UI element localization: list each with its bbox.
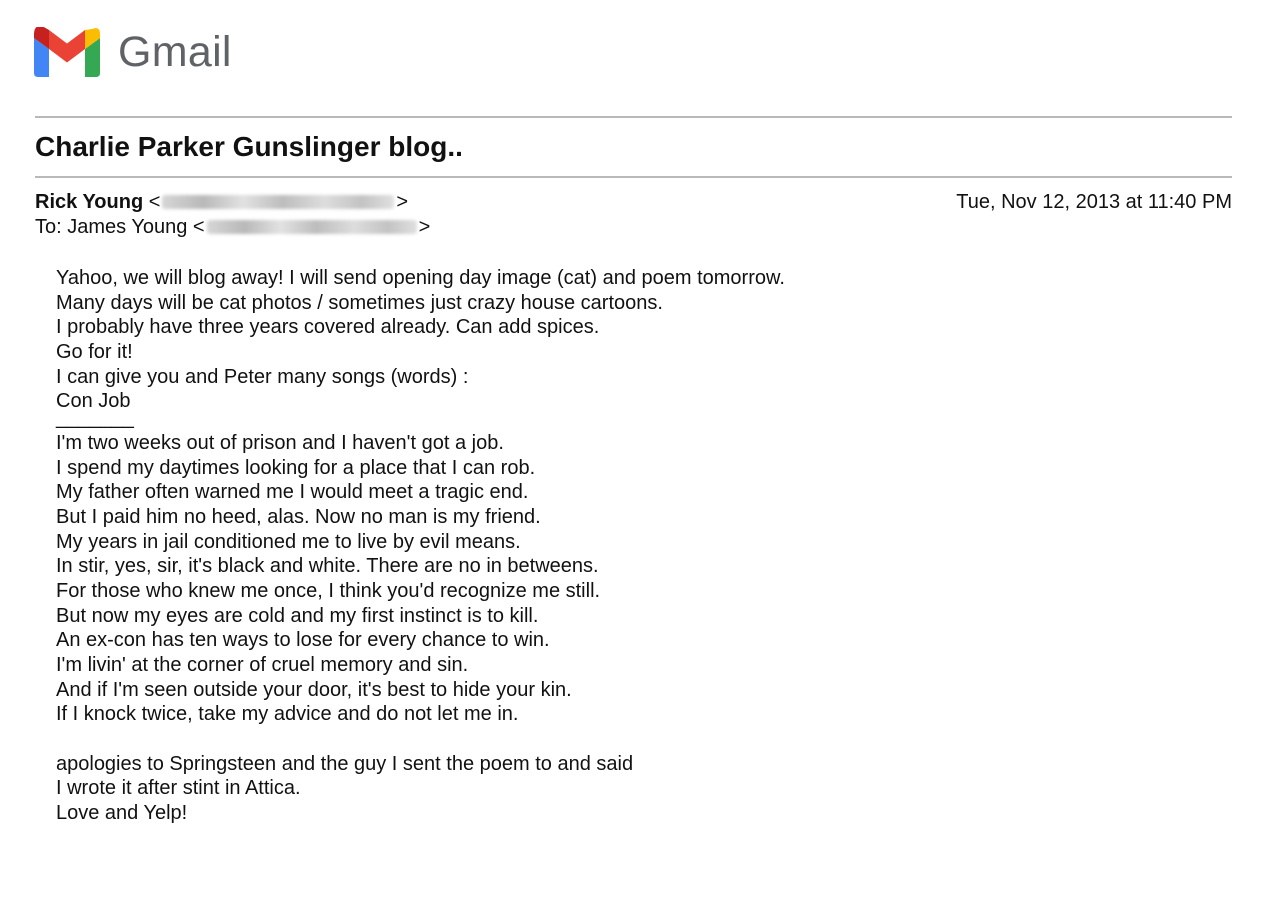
sender-name: Rick Young — [35, 191, 144, 213]
poem-line: I spend my daytimes looking for a place that I can rob. — [56, 456, 536, 479]
poem-line: My father often warned me I would meet a tragic end. — [56, 481, 529, 504]
poem-line: If I knock twice, take my advice and do not let me in. — [56, 703, 519, 726]
poem-title-underline: _______ — [56, 407, 134, 430]
body-line: I wrote it after stint in Attica. — [56, 777, 301, 800]
sender-open-bracket: < — [148, 191, 161, 213]
poem-line: But now my eyes are cold and my first instinct is to kill. — [56, 604, 539, 627]
body-line: I probably have three years covered already. Can add spices. — [56, 316, 600, 339]
poem-line: I'm two weeks out of prison and I haven't got a job. — [56, 431, 504, 454]
sender-line — [35, 190, 408, 214]
poem-line: I'm livin' at the corner of cruel memory and sin. — [56, 654, 469, 676]
gmail-logo-row[interactable] — [34, 26, 232, 78]
poem-line: In stir, yes, sir, it's black and white. There are no in betweens. — [56, 555, 599, 578]
poem-line: But I paid him no heed, alas. Now no man is my friend. — [56, 505, 541, 528]
header-divider-top — [35, 116, 1232, 118]
body-line: apologies to Springsteen and the guy I sent the poem to and said — [56, 752, 634, 775]
body-line: Yahoo, we will blog away! I will send opening day image (cat) and poem tomorrow. — [56, 267, 785, 289]
poem-title: Con Job — [56, 390, 131, 413]
poem-line: And if I'm seen outside your door, it's best to hide your kin. — [56, 678, 572, 701]
recipient-line — [35, 215, 430, 239]
recipient-open-bracket: < — [192, 216, 205, 238]
sender-email-redacted — [162, 195, 394, 209]
header-divider-bottom — [35, 176, 1232, 178]
signoff-line: Love and Yelp! — [56, 802, 188, 825]
email-subject: Charlie Parker Gunslinger blog.. — [35, 131, 463, 162]
body-line: I can give you and Peter many songs (words) : — [56, 365, 469, 388]
poem-line: My years in jail conditioned me to live by evil means. — [56, 530, 521, 553]
paragraph-gap — [56, 727, 785, 752]
sender-close-bracket: > — [396, 191, 409, 213]
poem-line: An ex-con has ten ways to lose for every chance to win. — [56, 629, 550, 652]
recipient-name: James Young — [67, 216, 188, 238]
body-line: Go for it! — [56, 341, 133, 364]
gmail-wordmark: Gmail — [118, 27, 232, 76]
gmail-m-logo-icon — [34, 27, 100, 77]
email-body — [56, 266, 785, 826]
poem-line: For those who knew me once, I think you'd recognize me still. — [56, 579, 601, 602]
recipient-email-redacted — [207, 220, 417, 234]
recipient-prefix: To: — [35, 216, 68, 238]
email-date: Tue, Nov 12, 2013 at 11:40 PM — [956, 191, 1232, 213]
body-line: Many days will be cat photos / sometimes just crazy house cartoons. — [56, 291, 663, 314]
recipient-close-bracket: > — [418, 216, 431, 238]
